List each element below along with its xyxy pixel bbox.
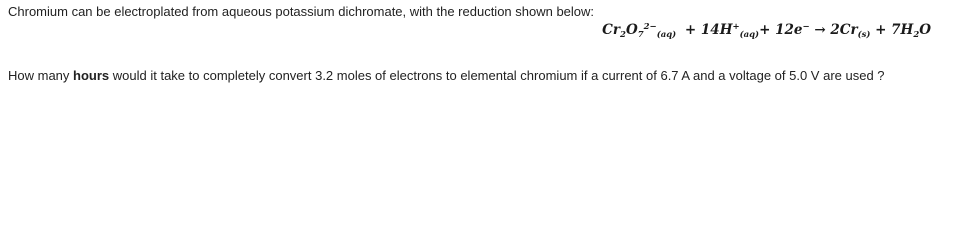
- dichromate-o-subscript: 7: [637, 30, 644, 40]
- electron-charge: −: [802, 22, 810, 32]
- plus-sign: +: [684, 22, 697, 38]
- plus-sign: +: [759, 22, 771, 38]
- prompt-suffix: would it take to completely convert 3.2 moles of electrons to elemental chromium if a current of 6.7 A and a voltage of 5.0 V are used ?: [109, 68, 885, 83]
- prompt-emphasis: hours: [73, 68, 110, 83]
- chromium-product: 2Cr: [830, 22, 858, 38]
- plus-sign: +: [875, 22, 887, 38]
- reduction-equation: [602, 22, 931, 38]
- water-o: O: [919, 22, 931, 38]
- electrons: 12e: [775, 22, 803, 38]
- hydrogen-ion: 14H: [700, 22, 733, 38]
- reaction-arrow: →: [814, 22, 826, 38]
- prompt-prefix: How many: [8, 68, 74, 83]
- dichromate-o: O: [625, 22, 638, 38]
- water-h: 7H: [891, 22, 914, 38]
- dichromate-cr-subscript: 2: [620, 30, 626, 40]
- dichromate-state: (aq): [656, 30, 677, 40]
- hydrogen-state: (aq): [739, 30, 760, 40]
- chromium-state: (s): [857, 30, 871, 40]
- hydrogen-charge: +: [732, 22, 740, 32]
- dichromate-cr: Cr: [602, 22, 621, 38]
- water-subscript: 2: [913, 30, 920, 40]
- dichromate-charge: 2−: [643, 22, 657, 32]
- question-intro: Chromium can be electroplated from aqueous potassium dichromate, with the reduction shown below:: [8, 4, 595, 19]
- question-prompt: [8, 68, 885, 83]
